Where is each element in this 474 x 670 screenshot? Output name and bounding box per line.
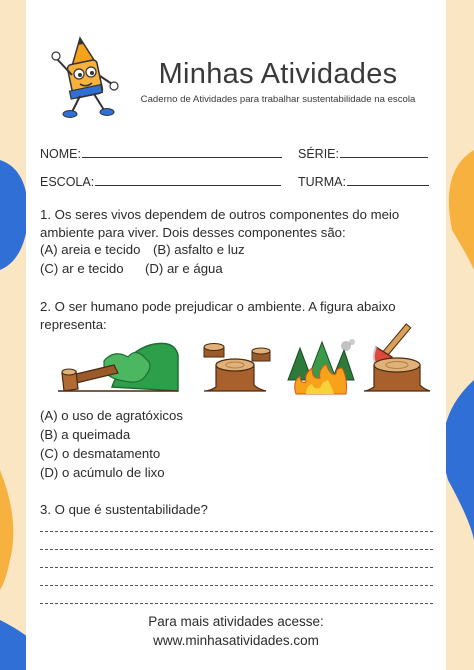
axe-in-stump-icon (362, 317, 432, 395)
footer-link[interactable]: www.minhasatividades.com (153, 633, 319, 648)
class-field[interactable] (298, 175, 429, 189)
question-1-line-1: 1. Os seres vivos dependem de outros componentes do meio (40, 207, 400, 222)
tree-stumps-icon (200, 343, 276, 395)
school-label: ESCOLA: (40, 175, 95, 189)
class-label: TURMA: (298, 175, 346, 189)
question-2-option-d[interactable]: (D) o acúmulo de lixo (40, 465, 165, 480)
question-1-option-a[interactable]: (A) areia e tecido (40, 242, 141, 257)
question-3: 3. O que é sustentabilidade? (40, 502, 208, 517)
answer-line[interactable] (40, 531, 433, 532)
question-2-line-1: 2. O ser humano pode prejudicar o ambiente. A figura abaixo (40, 299, 396, 314)
footer-text: Para mais atividades acesse: (148, 614, 324, 629)
answer-line[interactable] (40, 549, 433, 550)
question-1-option-d[interactable]: (D) ar e água (145, 261, 223, 276)
answer-line[interactable] (40, 567, 433, 568)
fallen-tree-icon (54, 335, 180, 395)
page-title: Minhas Atividades (158, 58, 398, 90)
question-1-line-2: ambiente para viver. Dois desses componentes são: (40, 225, 346, 240)
question-1-option-b[interactable]: (B) asfalto e luz (153, 242, 245, 257)
name-field[interactable] (40, 147, 282, 161)
question-2-option-a[interactable]: (A) o uso de agratóxicos (40, 408, 183, 423)
answer-line[interactable] (40, 585, 433, 586)
question-2-option-c[interactable]: (C) o desmatamento (40, 446, 161, 461)
page-subtitle: Caderno de Atividades para trabalhar sustentabilidade na escola (140, 94, 416, 105)
question-2-line-2: representa: (40, 317, 107, 332)
name-label: NOME: (40, 147, 81, 161)
forest-fire-icon (286, 338, 356, 396)
question-1-option-c[interactable]: (C) ar e tecido (40, 261, 124, 276)
grade-field[interactable] (298, 147, 428, 161)
question-2-option-b[interactable]: (B) a queimada (40, 427, 131, 442)
grade-label: SÉRIE: (298, 147, 339, 161)
school-field[interactable] (40, 175, 281, 189)
answer-line[interactable] (40, 603, 433, 604)
